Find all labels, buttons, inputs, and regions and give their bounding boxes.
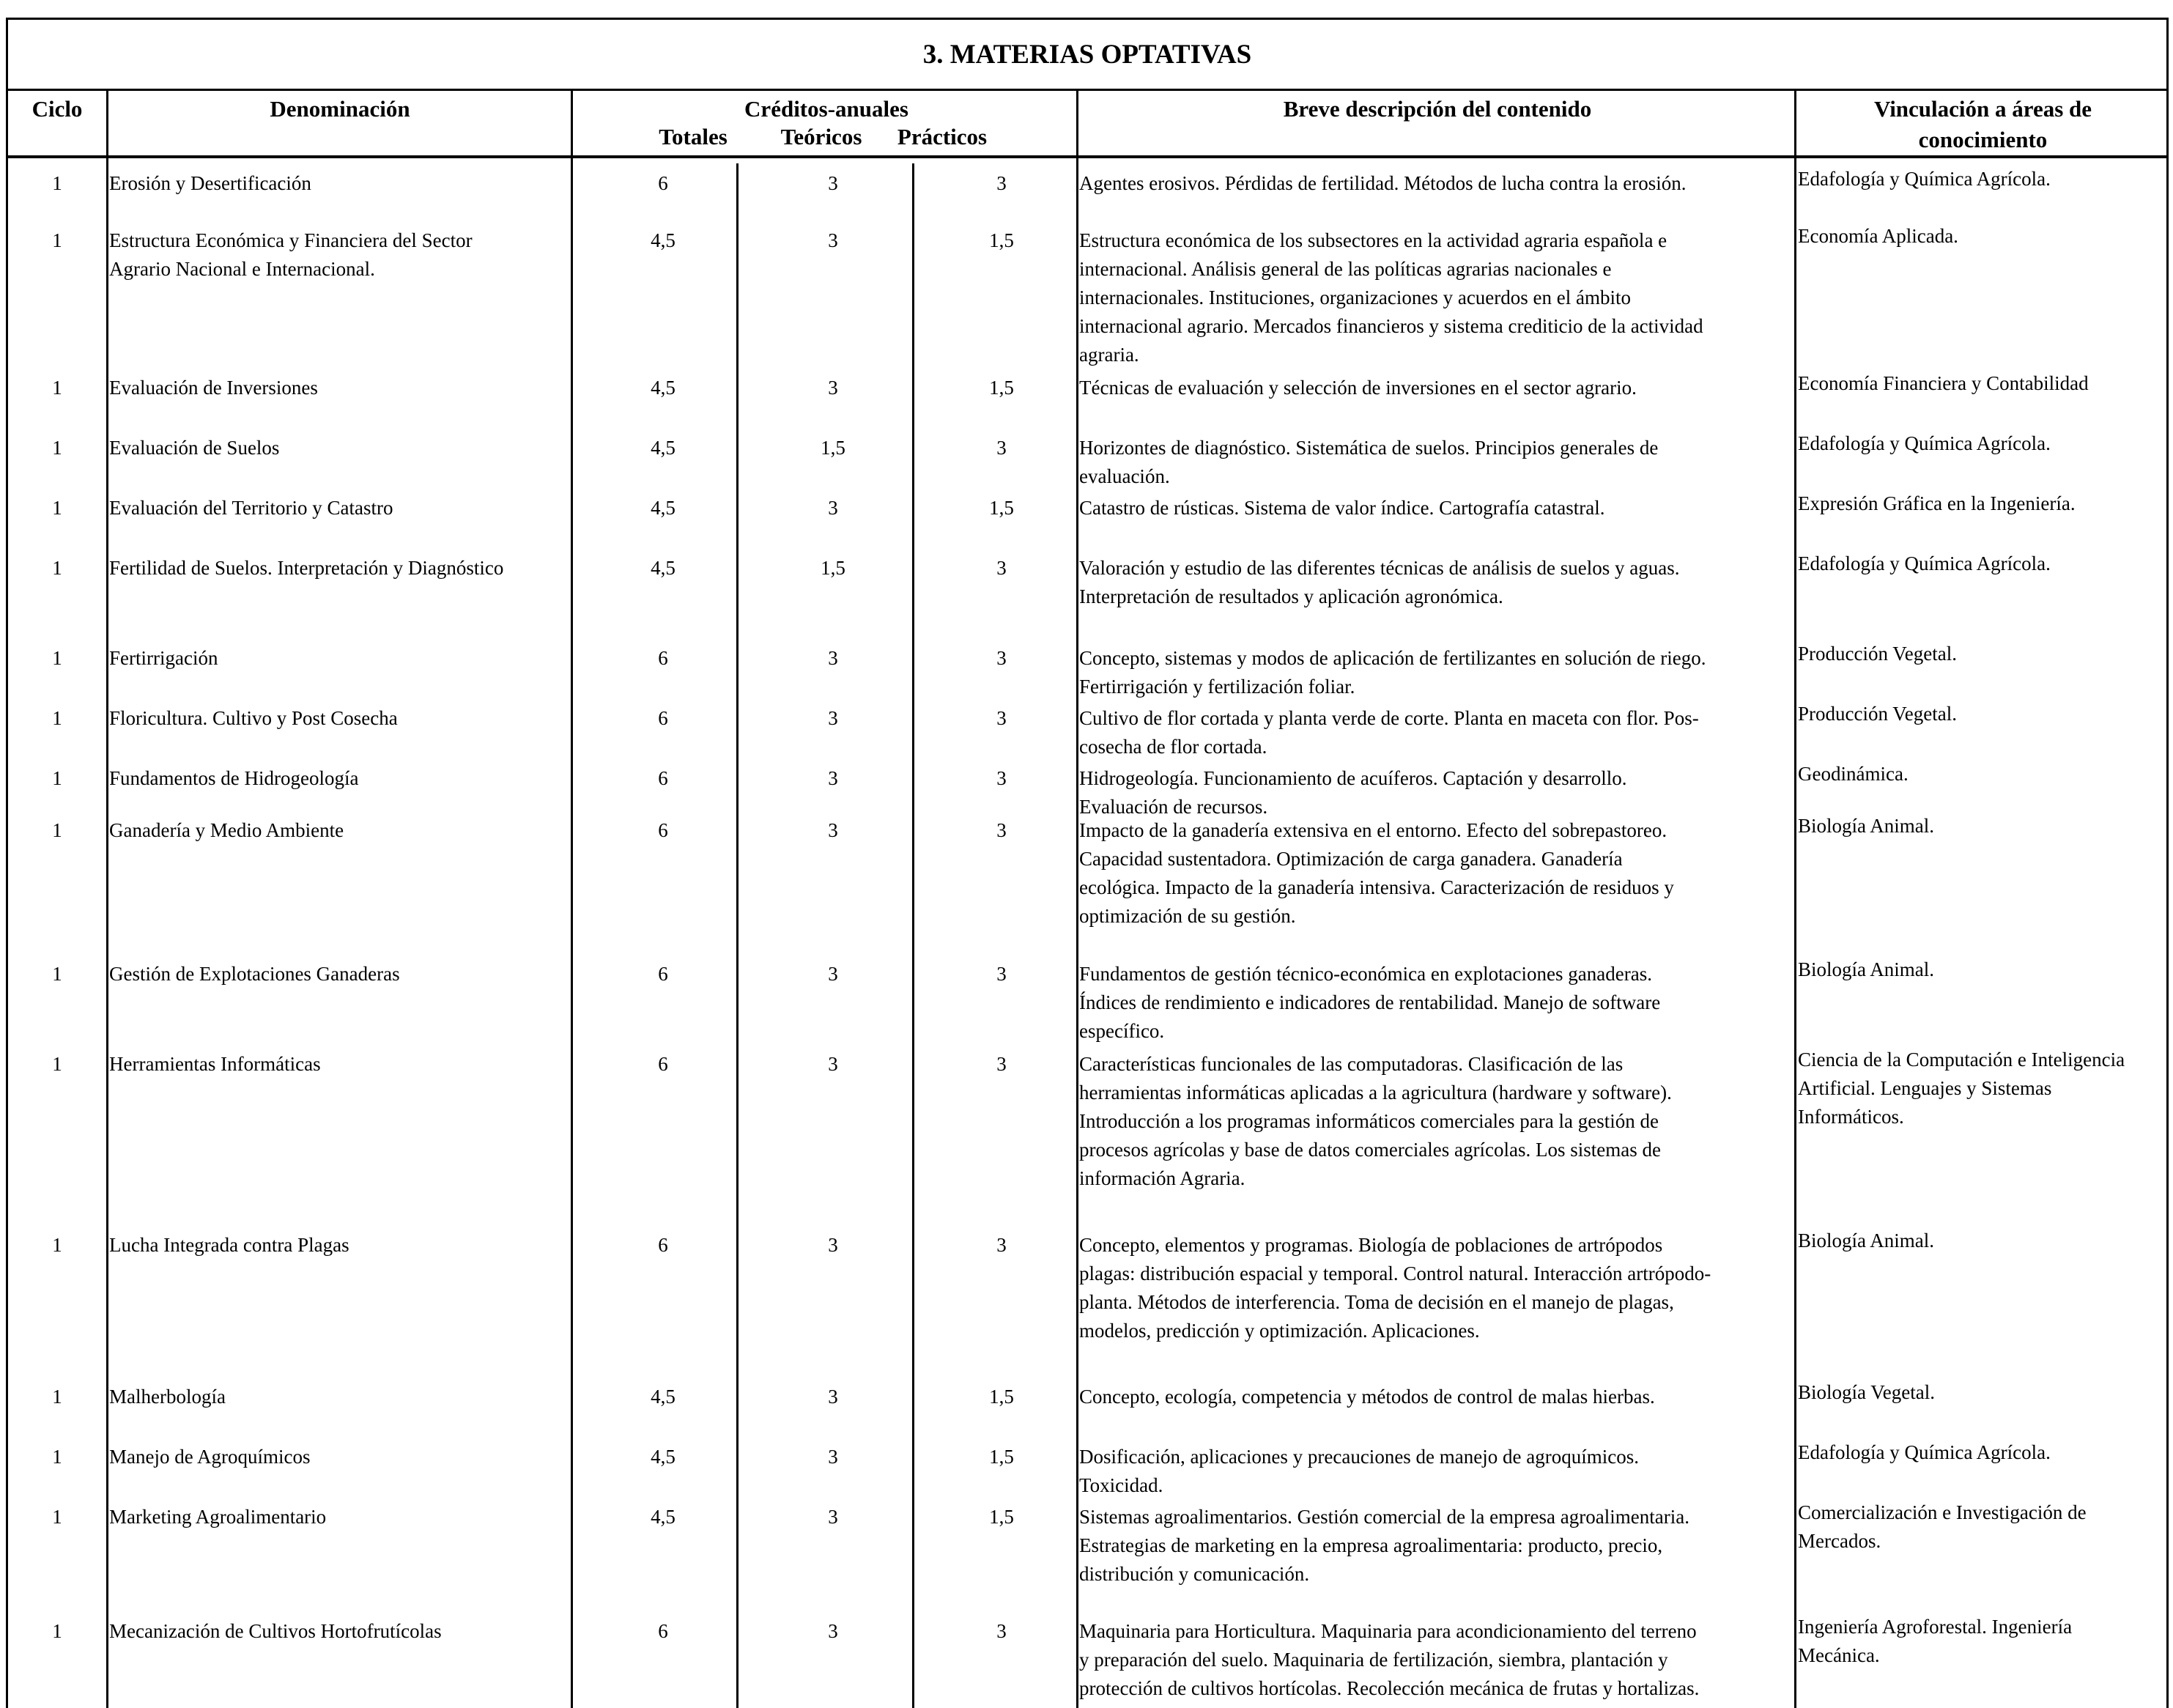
vinculacion-line: Artificial. Lenguajes y Sistemas [1798, 1077, 2052, 1099]
cell-teoricos: 3 [828, 767, 838, 789]
cell-practicos: 3 [996, 1053, 1007, 1075]
descripcion-line: Índices de rendimiento e indicadores de rentabilidad. Manejo de software [1079, 991, 1661, 1013]
header-vinculacion [1798, 89, 2168, 155]
cell-descripcion [1079, 644, 1793, 701]
denominacion-line: Gestión de Explotaciones Ganaderas [109, 963, 400, 985]
cell-ciclo: 1 [52, 819, 62, 841]
cell-totales: 6 [658, 172, 668, 194]
cell-denominacion [109, 1443, 571, 1471]
cell-practicos: 1,5 [989, 229, 1014, 251]
descripcion-line: Capacidad sustentadora. Optimización de carga ganadera. Ganadería [1079, 848, 1623, 870]
cell-teoricos: 3 [828, 1620, 838, 1642]
cell-teoricos: 3 [828, 497, 838, 519]
denominacion-line: Ganadería y Medio Ambiente [109, 819, 344, 841]
cell-practicos: 3 [996, 1620, 1007, 1642]
cell-totales: 4,5 [651, 229, 675, 251]
header-vinculacion-line1: Vinculación a áreas de [1873, 96, 2092, 122]
cell-ciclo: 1 [52, 647, 62, 669]
table-body [8, 159, 2166, 1708]
denominacion-line: Fertilidad de Suelos. Interpretación y Diagnóstico [109, 557, 504, 579]
cell-descripcion [1079, 494, 1793, 522]
descripcion-line: ecológica. Impacto de la ganadería intensiva. Caracterización de residuos y [1079, 876, 1674, 898]
descripcion-line: Horizontes de diagnóstico. Sistemática de suelos. Principios generales de [1079, 437, 1659, 459]
cell-teoricos: 3 [828, 377, 838, 399]
denominacion-line: Erosión y Desertificación [109, 172, 311, 194]
cell-practicos: 1,5 [989, 1506, 1014, 1528]
cell-ciclo: 1 [52, 229, 62, 251]
cell-teoricos: 3 [828, 647, 838, 669]
descripcion-line: planta. Métodos de interferencia. Toma de decisión en el manejo de plagas, [1079, 1291, 1674, 1313]
vinculacion-line: Geodinámica. [1798, 763, 1909, 785]
cell-denominacion [109, 704, 571, 733]
cell-vinculacion [1798, 550, 2168, 578]
descripcion-line: Concepto, elementos y programas. Biología de poblaciones de artrópodos [1079, 1234, 1663, 1256]
cell-vinculacion [1798, 812, 2168, 840]
cell-descripcion [1079, 554, 1793, 611]
vinculacion-line: Biología Animal. [1798, 1230, 1934, 1252]
cell-totales: 6 [658, 1620, 668, 1642]
descripcion-line: Estrategias de marketing en la empresa agroalimentaria: producto, precio, [1079, 1534, 1663, 1556]
cell-ciclo: 1 [52, 1620, 62, 1642]
descripcion-line: Sistemas agroalimentarios. Gestión comercial de la empresa agroalimentaria. [1079, 1506, 1689, 1528]
descripcion-line: específico. [1079, 1020, 1165, 1042]
cell-denominacion [109, 1503, 571, 1531]
descripcion-line: Concepto, ecología, competencia y métodos de control de malas hierbas. [1079, 1386, 1655, 1408]
descripcion-line: internacional. Análisis general de las políticas agrarias nacionales e [1079, 258, 1612, 280]
vinculacion-line: Edafología y Química Agrícola. [1798, 168, 2051, 190]
vinculacion-line: Producción Vegetal. [1798, 703, 1957, 725]
cell-teoricos: 3 [828, 707, 838, 729]
cell-denominacion [109, 554, 571, 583]
vinculacion-line: Informáticos. [1798, 1106, 1904, 1128]
header-teoricos: Teóricos [780, 124, 862, 149]
cell-practicos: 1,5 [989, 1446, 1014, 1468]
descripcion-line: agraria. [1079, 344, 1139, 366]
cell-denominacion [109, 1231, 571, 1260]
vinculacion-line: Producción Vegetal. [1798, 643, 1957, 665]
cell-practicos: 1,5 [989, 497, 1014, 519]
cell-practicos: 3 [996, 557, 1007, 579]
cell-teoricos: 3 [828, 1386, 838, 1408]
cell-practicos: 3 [996, 963, 1007, 985]
cell-vinculacion [1798, 1438, 2168, 1467]
cell-totales: 6 [658, 767, 668, 789]
cell-vinculacion [1798, 489, 2168, 518]
cell-descripcion [1079, 434, 1793, 491]
cell-denominacion [109, 1617, 571, 1646]
descripcion-line: Dosificación, aplicaciones y precauciones de manejo de agroquímicos. [1079, 1446, 1639, 1468]
cell-descripcion [1079, 1617, 1793, 1703]
vinculacion-line: Comercialización e Investigación de [1798, 1501, 2087, 1523]
descripcion-line: Características funcionales de las computadoras. Clasificación de las [1079, 1053, 1624, 1075]
cell-ciclo: 1 [52, 497, 62, 519]
denominacion-line: Agrario Nacional e Internacional. [109, 258, 375, 280]
cell-vinculacion [1798, 1227, 2168, 1255]
descripcion-line: protección de cultivos hortícolas. Recolección mecánica de frutas y hortalizas. [1079, 1677, 1700, 1699]
cell-vinculacion [1798, 640, 2168, 668]
cell-totales: 4,5 [651, 437, 675, 459]
descripcion-line: Catastro de rústicas. Sistema de valor índice. Cartografía catastral. [1079, 497, 1605, 519]
cell-totales: 6 [658, 1234, 668, 1256]
descripcion-line: Interpretación de resultados y aplicación agronómica. [1079, 585, 1503, 607]
denominacion-line: Evaluación de Suelos [109, 437, 280, 459]
denominacion-line: Fertirrigación [109, 647, 218, 669]
denominacion-line: Herramientas Informáticas [109, 1053, 321, 1075]
descripcion-line: internacionales. Instituciones, organizaciones y acuerdos en el ámbito [1079, 286, 1631, 308]
cell-ciclo: 1 [52, 1446, 62, 1468]
cell-totales: 6 [658, 819, 668, 841]
cell-totales: 4,5 [651, 557, 675, 579]
cell-ciclo: 1 [52, 1386, 62, 1408]
cell-ciclo: 1 [52, 557, 62, 579]
cell-descripcion [1079, 704, 1793, 761]
cell-ciclo: 1 [52, 767, 62, 789]
denominacion-line: Mecanización de Cultivos Hortofrutícolas [109, 1620, 442, 1642]
descripcion-line: Técnicas de evaluación y selección de inversiones en el sector agrario. [1079, 377, 1637, 399]
cell-practicos: 3 [996, 767, 1007, 789]
page-title: 3. MATERIAS OPTATIVAS [922, 39, 1252, 70]
cell-descripcion [1079, 1383, 1793, 1411]
descripcion-line: internacional agrario. Mercados financieros y sistema crediticio de la actividad [1079, 315, 1703, 337]
cell-denominacion [109, 644, 571, 673]
header-totales: Totales [659, 124, 728, 149]
descripcion-line: Maquinaria para Horticultura. Maquinaria para acondicionamiento del terreno [1079, 1620, 1697, 1642]
cell-totales: 4,5 [651, 1506, 675, 1528]
descripcion-line: evaluación. [1079, 465, 1170, 487]
vinculacion-line: Expresión Gráfica en la Ingeniería. [1798, 492, 2076, 514]
descripcion-line: Estructura económica de los subsectores en la actividad agraria española e [1079, 229, 1667, 251]
cell-denominacion [109, 374, 571, 402]
denominacion-line: Lucha Integrada contra Plagas [109, 1234, 349, 1256]
descripcion-line: Cultivo de flor cortada y planta verde de corte. Planta en maceta con flor. Pos- [1079, 707, 1699, 729]
cell-vinculacion [1798, 1046, 2168, 1131]
cell-practicos: 1,5 [989, 377, 1014, 399]
cell-teoricos: 3 [828, 1446, 838, 1468]
cell-descripcion [1079, 1443, 1793, 1500]
table-title-row [8, 20, 2166, 91]
cell-totales: 4,5 [651, 1386, 675, 1408]
descripcion-line: modelos, predicción y optimización. Aplicaciones. [1079, 1320, 1480, 1342]
cell-ciclo: 1 [52, 963, 62, 985]
cell-teoricos: 3 [828, 172, 838, 194]
descripcion-line: distribución y comunicación. [1079, 1563, 1310, 1585]
cell-denominacion [109, 169, 571, 198]
cell-denominacion [109, 816, 571, 845]
cell-totales: 4,5 [651, 1446, 675, 1468]
descripcion-line: Valoración y estudio de las diferentes técnicas de análisis de suelos y aguas. [1079, 557, 1680, 579]
header-ciclo: Ciclo [32, 96, 83, 122]
cell-teoricos: 3 [828, 1053, 838, 1075]
cell-teoricos: 3 [828, 819, 838, 841]
cell-teoricos: 3 [828, 229, 838, 251]
cell-denominacion [109, 1050, 571, 1079]
cell-practicos: 1,5 [989, 1386, 1014, 1408]
cell-vinculacion [1798, 760, 2168, 788]
cell-denominacion [109, 764, 571, 793]
header-denominacion: Denominación [270, 96, 410, 122]
cell-practicos: 3 [996, 1234, 1007, 1256]
cell-denominacion [109, 434, 571, 462]
descripcion-line: Impacto de la ganadería extensiva en el entorno. Efecto del sobrepastoreo. [1079, 819, 1667, 841]
cell-totales: 6 [658, 707, 668, 729]
vinculacion-line: Ingeniería Agroforestal. Ingeniería [1798, 1616, 2073, 1638]
descripcion-line: optimización de su gestión. [1079, 905, 1296, 927]
descripcion-line: cosecha de flor cortada. [1079, 736, 1267, 758]
cell-totales: 4,5 [651, 377, 675, 399]
cell-totales: 6 [658, 647, 668, 669]
cell-descripcion [1079, 764, 1793, 821]
cell-descripcion [1079, 1231, 1793, 1345]
cell-practicos: 3 [996, 707, 1007, 729]
cell-vinculacion [1798, 700, 2168, 728]
cell-vinculacion [1798, 429, 2168, 458]
denominacion-line: Evaluación de Inversiones [109, 377, 318, 399]
cell-vinculacion [1798, 165, 2168, 193]
descripcion-line: Hidrogeología. Funcionamiento de acuíferos. Captación y desarrollo. [1079, 767, 1627, 789]
vinculacion-line: Ciencia de la Computación e Inteligencia [1798, 1049, 2125, 1071]
cell-descripcion [1079, 226, 1793, 369]
cell-vinculacion [1798, 955, 2168, 984]
header-practicos: Prácticos [897, 124, 988, 149]
cell-vinculacion [1798, 222, 2168, 251]
vinculacion-line: Edafología y Química Agrícola. [1798, 432, 2051, 454]
table-header-row [8, 89, 2166, 158]
descripcion-line: Evaluación de recursos. [1079, 796, 1268, 818]
header-descripcion: Breve descripción del contenido [1283, 96, 1592, 122]
cell-vinculacion [1798, 1498, 2168, 1556]
cell-denominacion [109, 494, 571, 522]
cell-teoricos: 1,5 [821, 557, 845, 579]
descripcion-line: procesos agrícolas y base de datos comerciales agrícolas. Los sistemas de [1079, 1139, 1661, 1161]
cell-vinculacion [1798, 369, 2168, 398]
cell-descripcion [1079, 1503, 1793, 1589]
cell-descripcion [1079, 1050, 1793, 1193]
cell-totales: 6 [658, 963, 668, 985]
descripcion-line: y preparación del suelo. Maquinaria de fertilización, siembra, plantación y [1079, 1649, 1668, 1671]
cell-practicos: 3 [996, 819, 1007, 841]
header-vinculacion-line2: conocimiento [1918, 127, 2048, 152]
denominacion-line: Estructura Económica y Financiera del Sector [109, 229, 473, 251]
descripcion-line: Introducción a los programas informáticos comerciales para la gestión de [1079, 1110, 1659, 1132]
cell-teoricos: 3 [828, 963, 838, 985]
vinculacion-line: Biología Vegetal. [1798, 1381, 1935, 1403]
cell-practicos: 3 [996, 647, 1007, 669]
cell-ciclo: 1 [52, 377, 62, 399]
cell-ciclo: 1 [52, 1053, 62, 1075]
header-creditos: Créditos-anuales [744, 96, 908, 122]
cell-descripcion [1079, 960, 1793, 1046]
cell-totales: 6 [658, 1053, 668, 1075]
cell-practicos: 3 [996, 437, 1007, 459]
descripcion-line: Fertirrigación y fertilización foliar. [1079, 676, 1355, 698]
vinculacion-line: Economía Aplicada. [1798, 225, 1958, 247]
denominacion-line: Evaluación del Territorio y Catastro [109, 497, 393, 519]
cell-denominacion [109, 226, 571, 284]
denominacion-line: Manejo de Agroquímicos [109, 1446, 311, 1468]
descripcion-line: Fundamentos de gestión técnico-económica en explotaciones ganaderas. [1079, 963, 1652, 985]
vinculacion-line: Edafología y Química Agrícola. [1798, 1441, 2051, 1463]
denominacion-line: Malherbología [109, 1386, 226, 1408]
cell-ciclo: 1 [52, 437, 62, 459]
descripcion-line: Agentes erosivos. Pérdidas de fertilidad. Métodos de lucha contra la erosión. [1079, 172, 1687, 194]
cell-descripcion [1079, 169, 1793, 198]
cell-descripcion [1079, 374, 1793, 402]
vinculacion-line: Biología Animal. [1798, 815, 1934, 837]
cell-practicos: 3 [996, 172, 1007, 194]
descripcion-line: Concepto, sistemas y modos de aplicación de fertilizantes en solución de riego. [1079, 647, 1706, 669]
denominacion-line: Fundamentos de Hidrogeología [109, 767, 359, 789]
cell-teoricos: 3 [828, 1234, 838, 1256]
descripcion-line: Toxicidad. [1079, 1474, 1163, 1496]
vinculacion-line: Edafología y Química Agrícola. [1798, 552, 2051, 574]
descripcion-line: información Agraria. [1079, 1167, 1245, 1189]
cell-vinculacion [1798, 1613, 2168, 1670]
cell-descripcion [1079, 816, 1793, 931]
vinculacion-line: Mercados. [1798, 1530, 1881, 1552]
descripcion-line: herramientas informáticas aplicadas a la agricultura (hardware y software). [1079, 1082, 1672, 1103]
cell-totales: 4,5 [651, 497, 675, 519]
cell-ciclo: 1 [52, 172, 62, 194]
cell-teoricos: 3 [828, 1506, 838, 1528]
vinculacion-line: Mecánica. [1798, 1644, 1880, 1666]
cell-denominacion [109, 960, 571, 988]
vinculacion-line: Biología Animal. [1798, 958, 1934, 980]
cell-denominacion [109, 1383, 571, 1411]
cell-ciclo: 1 [52, 707, 62, 729]
descripcion-line: plagas: distribución espacial y temporal. Control natural. Interacción artrópodo- [1079, 1262, 1711, 1284]
cell-vinculacion [1798, 1378, 2168, 1407]
document-table [6, 18, 2169, 1708]
vinculacion-line: Economía Financiera y Contabilidad [1798, 372, 2089, 394]
cell-ciclo: 1 [52, 1234, 62, 1256]
denominacion-line: Floricultura. Cultivo y Post Cosecha [109, 707, 398, 729]
denominacion-line: Marketing Agroalimentario [109, 1506, 327, 1528]
cell-ciclo: 1 [52, 1506, 62, 1528]
cell-teoricos: 1,5 [821, 437, 845, 459]
